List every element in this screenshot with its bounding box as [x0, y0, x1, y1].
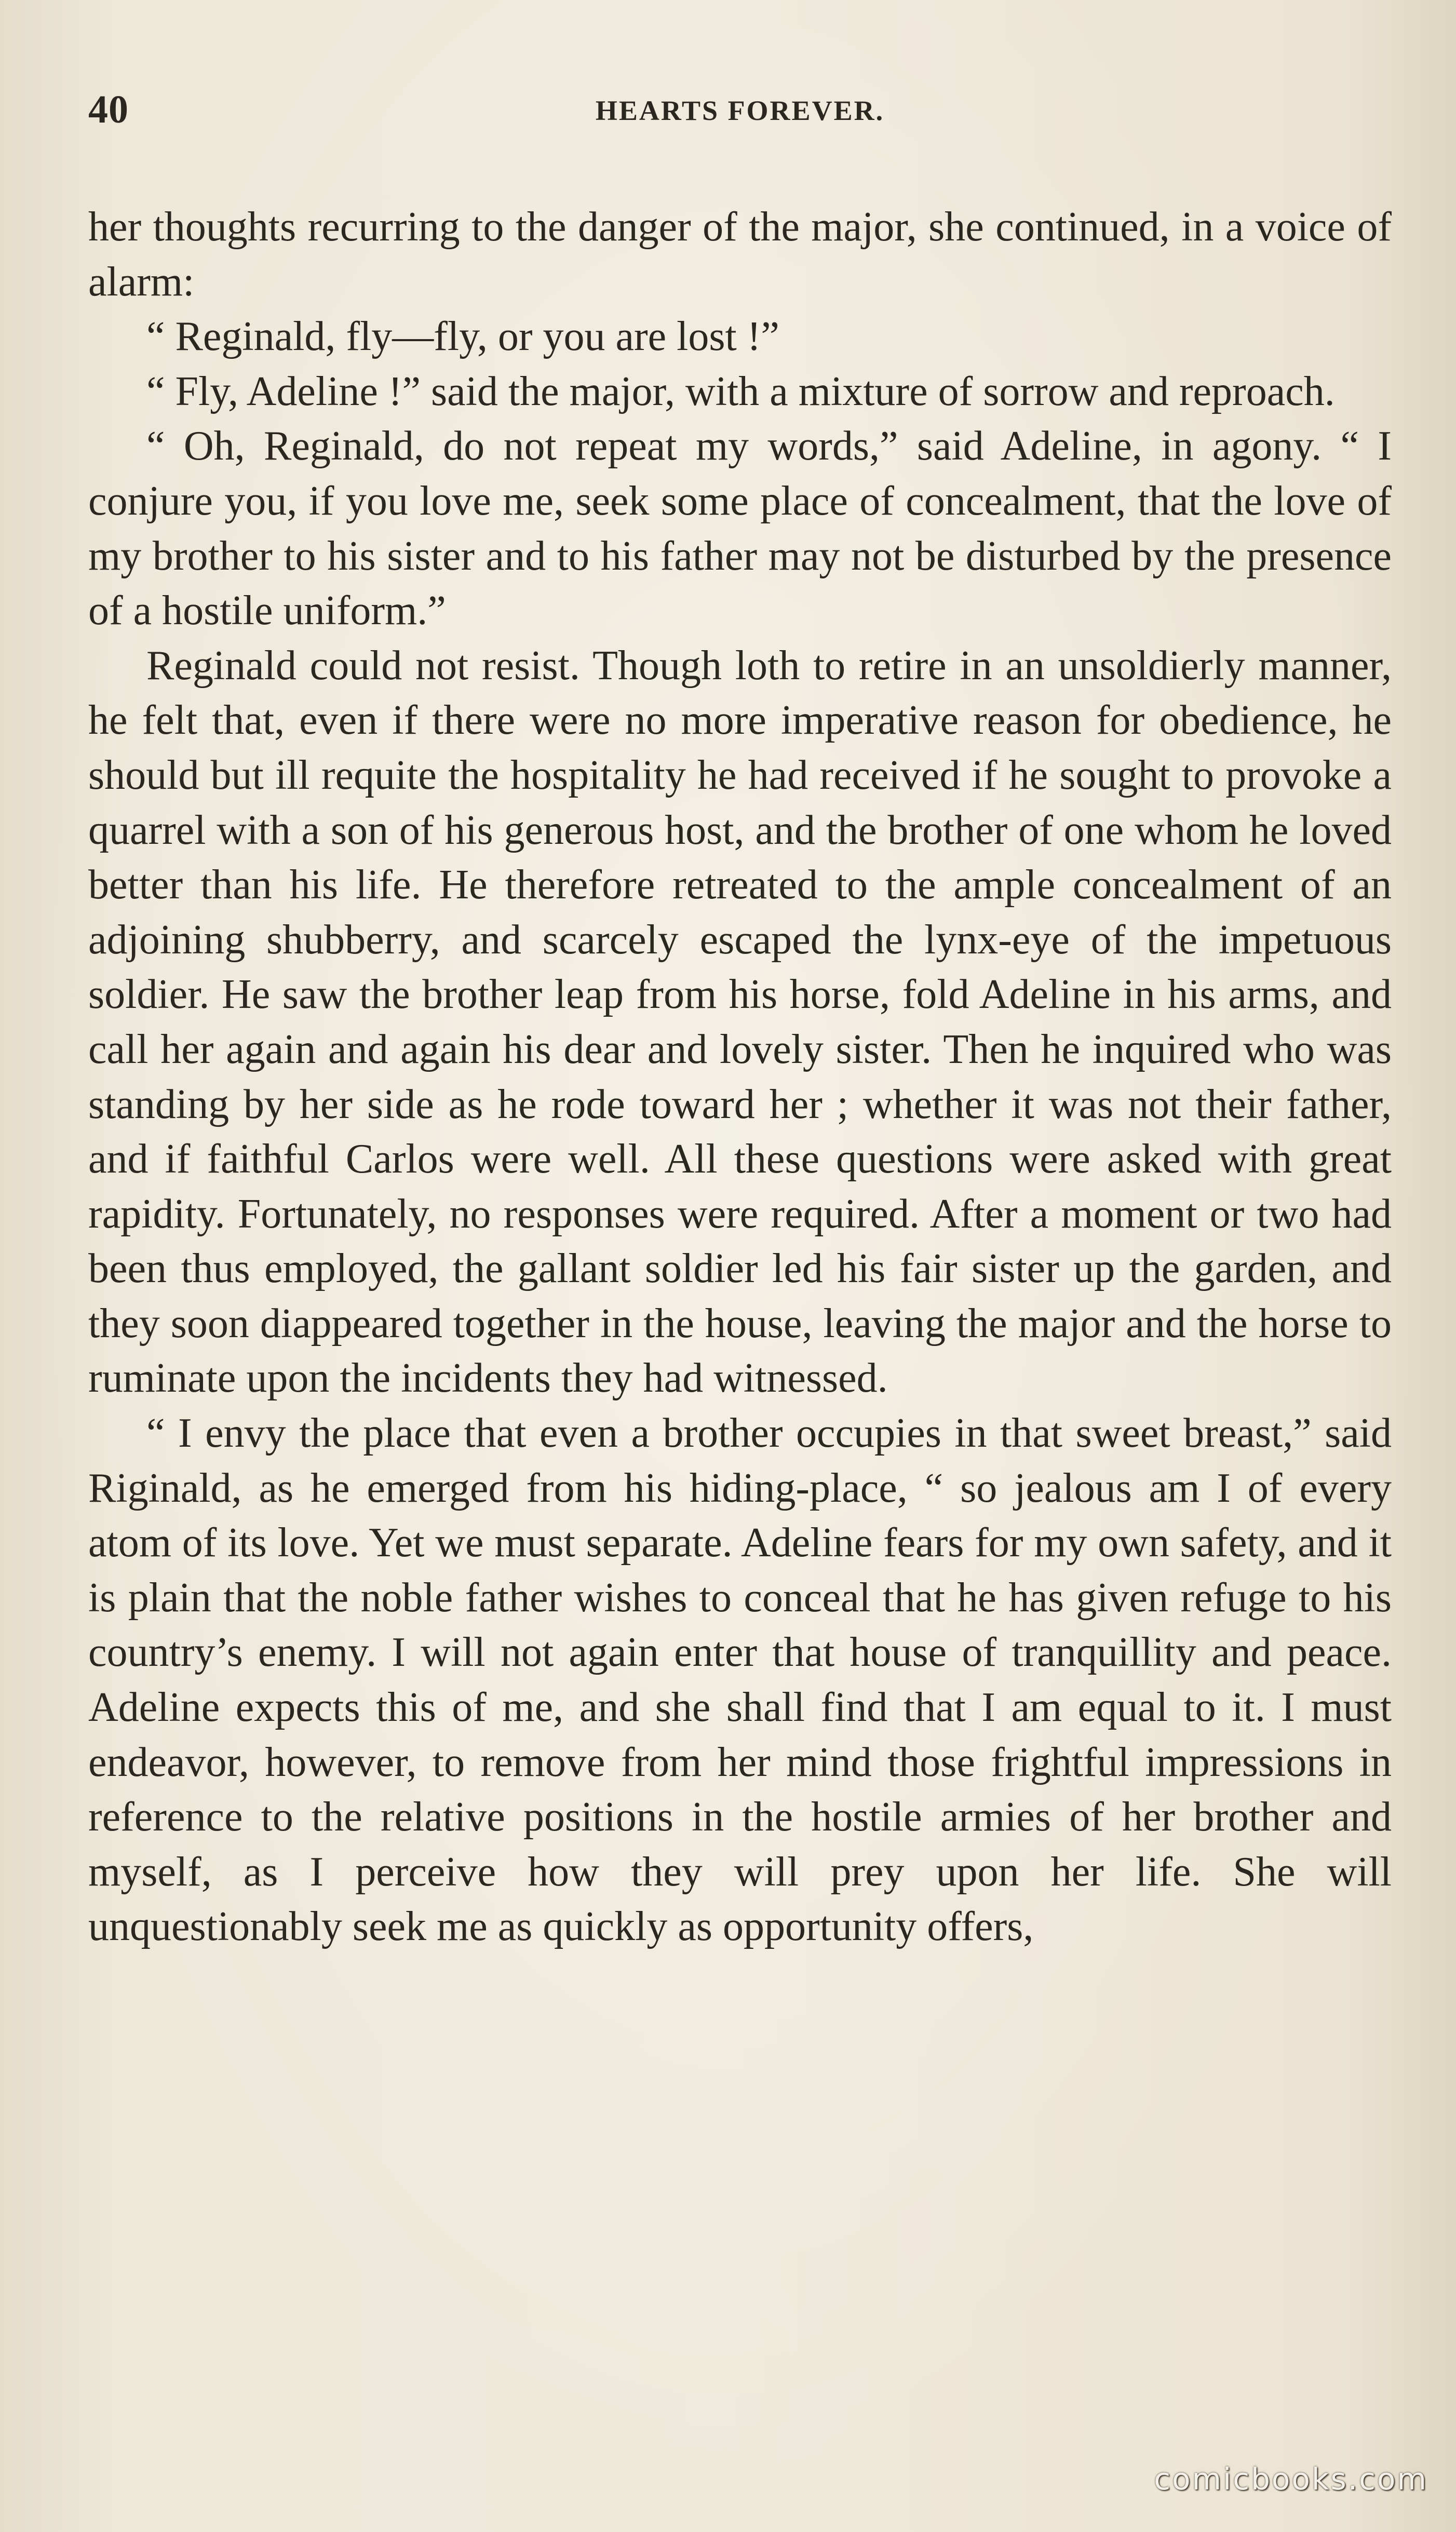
paragraph: her thoughts recurring to the danger of the major, she continued, in a voice of alarm:	[88, 204, 1392, 305]
running-head: HEARTS FOREVER.	[595, 95, 885, 126]
paragraph: “ Reginald, fly—fly, or you are lost !”	[146, 314, 779, 360]
watermark: comicbooks.com	[1154, 2461, 1428, 2497]
paragraph: Reginald could not resist. Though loth to retire in an unsoldierly manner, he felt that, even if there were no more imperative reason for obedience, he should but ill requite the hospitality he had received if he sought to provoke a quarrel with a son of his generous host, and the brother of one whom he loved better than his life. He therefore retreated to the ample concealment of an adjoining shubberry, and scarcely escaped the lynx-eye of the impetuous soldier. He saw the brother leap from his horse, fold Adeline in his arms, and call her again and again his dear and lovely sister. Then he inquired who was standing by her side as he rode toward her ; whether it was not their father, and if faithful Carlos were well. All these questions were asked with great rapidity. Fortunately, no responses were required. After a moment or two had been thus employed, the gallant soldier led his fair sister up the garden, and they soon diappeared together in the house, leaving the major and the horse to ruminate upon the incidents they had witnessed.	[88, 642, 1392, 1402]
paragraph: “ I envy the place that even a brother occupies in that sweet breast,” said Riginald, as he emerged from his hiding-place, “ so jealous am I of every atom of its love. Yet we must separate. Adeline fears for my own safety, and it is plain that the noble father wishes to conceal that he has given refuge to his country’s enemy. I will not again enter that house of tranquillity and peace. Adeline expects this of me, and she shall find that I am equal to it. I must endeavor, however, to remove from her mind those frightful impressions in reference to the relative positions in the hostile armies of her brother and myself, as I perceive how they will prey upon her life. She will unquestionably seek me as quickly as opportunity offers,	[88, 1410, 1392, 1950]
body-text	[88, 200, 1392, 1955]
paragraph: “ Fly, Adeline !” said the major, with a mixture of sorrow and reproach.	[146, 368, 1335, 414]
page-header	[88, 87, 1392, 144]
paragraph: “ Oh, Reginald, do not repeat my words,” said Adeline, in agony. “ I conjure you, if you love me, seek some place of concealment, that the love of my brother to his sister and to his father may not be disturbed by the presence of a hostile uniform.”	[88, 423, 1392, 634]
page-number: 40	[88, 88, 129, 131]
